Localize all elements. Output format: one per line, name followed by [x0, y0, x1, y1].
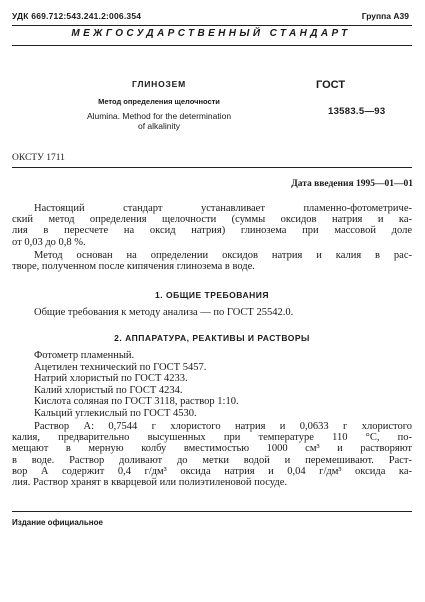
- header-rule-top: [12, 25, 412, 26]
- oksty-code: ОКСТУ 1711: [12, 153, 65, 163]
- section-1-paragraph: [12, 307, 412, 318]
- section-1-title: 1. ОБЩИЕ ТРЕБОВАНИЯ: [155, 290, 269, 300]
- list-item: Кальций углекислый по ГОСТ 4530.: [34, 407, 197, 419]
- gost-label: ГОСТ: [316, 79, 346, 91]
- solution-line-5: вор А содержит 0,4 г/дм³ оксида натрия и 0,04 г/дм³ оксида ка-: [12, 465, 412, 477]
- solution-line-6: лия. Раствор хранят в кварцевой или полиэтиленовой посуде.: [12, 477, 288, 489]
- reagents-list: [12, 350, 412, 420]
- intro-line-3: лия в пересчете на оксид натрия) глинозема при массовой доле: [12, 225, 412, 237]
- oksty-rule: [12, 167, 412, 168]
- gost-number: 13583.5—93: [328, 106, 386, 117]
- solution-line-1: Раствор А: 0,7544 г хлористого натрия и 0,0633 г хлористого: [34, 421, 412, 432]
- footer-rule: [12, 511, 412, 512]
- subtitle-en-line-2: of alkalinity: [137, 121, 181, 131]
- udk-code: УДК 669.712:543.241.2:006.354: [12, 11, 142, 21]
- intro-paragraph: [12, 203, 412, 248]
- official-edition-note: Издание официальное: [12, 518, 103, 527]
- introduction-date: Дата введения 1995—01—01: [291, 179, 413, 189]
- intro-line-2: ский метод определения щелочности (суммы оксидов натрия и ка-: [12, 214, 412, 226]
- method-line-2: творе, полученном после кипячения глинозема в воде.: [12, 261, 255, 273]
- document-subtitle-en: [16, 111, 302, 131]
- document-subtitle-ru: Метод определения щелочности: [98, 97, 220, 106]
- list-item: Калий хлористый по ГОСТ 4234.: [34, 384, 183, 396]
- document-title: ГЛИНОЗЕМ: [132, 79, 186, 89]
- intro-line-4: от 0,03 до 0,8 %.: [12, 236, 86, 248]
- section-1-text: Общие требования к методу анализа — по ГОСТ 25542.0.: [34, 307, 294, 318]
- list-item: Кислота соляная по ГОСТ 3118, раствор 1:10.: [34, 396, 239, 408]
- header-rule-bottom: [12, 45, 412, 46]
- solution-line-3: мещают в мерную колбу вместимостью 1000 см³ и растворяют: [12, 443, 412, 455]
- list-item: Фотометр пламенный.: [34, 350, 135, 361]
- intro-line-1: Настоящий стандарт устанавливает пламенно-фотометриче-: [34, 203, 412, 214]
- standard-banner: МЕЖГОСУДАРСТВЕННЫЙ СТАНДАРТ: [71, 28, 351, 39]
- list-item: Ацетилен технический по ГОСТ 5457.: [34, 361, 207, 373]
- subtitle-en-line-1: Alumina. Method for the determination: [86, 111, 232, 121]
- solution-line-2: калия, предварительно высушенных при температуре 110 °С, по-: [12, 432, 412, 444]
- solution-line-4: в воде. Раствор доливают до метки водой и перемешивают. Раст-: [12, 454, 412, 466]
- method-line-1: Метод основан на определении оксидов натрия и калия в рас-: [34, 250, 412, 261]
- list-item: Натрий хлористый по ГОСТ 4233.: [34, 373, 188, 385]
- method-paragraph: [12, 250, 412, 272]
- solution-a-paragraph: [12, 421, 412, 488]
- section-2-title: 2. АППАРАТУРА, РЕАКТИВЫ И РАСТВОРЫ: [114, 333, 310, 343]
- group-code: Группа А39: [361, 11, 409, 21]
